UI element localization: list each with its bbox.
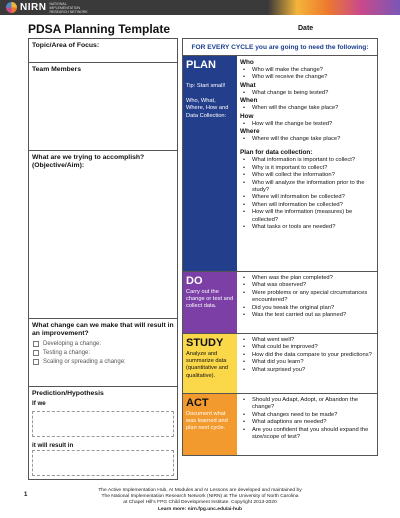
testing-checkbox[interactable] — [33, 350, 39, 356]
left-column — [28, 38, 178, 480]
plan-data-item: • Who will analyze the information prior to the study? — [243, 179, 365, 194]
plan-data-item: • Where will information be collected? — [243, 194, 345, 201]
date-label: Date — [298, 25, 314, 32]
page-number: 1 — [24, 492, 28, 498]
option-testing[interactable] — [29, 348, 177, 356]
act-item: • Are you confident that you should expand the size/scope of test? — [243, 426, 369, 441]
plan-what-item: • What change is being tested? — [243, 89, 329, 96]
act-desc: Document what was learned and plan next cycle. — [186, 411, 228, 432]
study-content — [240, 337, 374, 374]
plan-content — [240, 59, 374, 232]
plan-data-heading: Plan for data collection: — [240, 149, 313, 157]
act-phase — [183, 394, 377, 455]
scaling-label: Scaling or spreading a change: — [43, 359, 126, 365]
plan-data-item: • How will the information (measures) be collected? — [243, 209, 353, 223]
nirn-logo-text: NIRN — [20, 2, 47, 13]
plan-how-heading: How — [240, 112, 254, 120]
result-label: it will result in — [32, 442, 74, 449]
do-item: • When was the plan completed? — [243, 275, 333, 281]
footer-line: The National Implementation Research Network (NIRN) at The University of North Carolina — [101, 494, 299, 500]
do-item: • Were problems or any special circumstances encountered? — [243, 289, 368, 304]
plan-data-item: • When will information be collected? — [243, 201, 343, 208]
scaling-checkbox[interactable] — [33, 359, 39, 365]
study-item: • What surprised you? — [243, 366, 306, 373]
study-item: • What went well? — [243, 337, 295, 343]
team-members-label: Team Members — [32, 66, 81, 73]
footer-link[interactable]: Learn more: nirn.fpg.unc.edu/ai-hub — [158, 506, 242, 512]
study-stage — [183, 334, 237, 393]
do-title: DO — [186, 275, 203, 287]
nirn-logo — [6, 1, 89, 14]
do-desc: Carry out the change or test and collect data. — [186, 289, 234, 310]
right-column — [182, 38, 378, 456]
do-item: • Did you tweak the original plan? — [243, 304, 335, 311]
do-stage — [183, 272, 237, 333]
developing-label: Developing a change: — [43, 341, 102, 347]
plan-data-item: • What tasks or tools are needed? — [243, 224, 336, 231]
aim-section[interactable] — [29, 151, 177, 319]
result-input[interactable] — [32, 450, 174, 476]
plan-phase — [183, 56, 377, 272]
plan-where-item: • Where will the change take place? — [243, 136, 341, 143]
topic-section[interactable] — [29, 39, 177, 63]
if-we-label: If we — [32, 400, 46, 407]
plan-what-heading: What — [240, 81, 256, 89]
plan-who-item: • Who will make the change? — [243, 67, 323, 73]
act-title: ACT — [186, 397, 209, 409]
change-section — [29, 319, 177, 387]
top-bar-accent — [268, 0, 400, 15]
do-item: • What was observed? — [243, 282, 307, 289]
plan-who-heading: Who — [240, 59, 254, 66]
testing-label: Testing a change: — [43, 350, 91, 356]
option-scaling[interactable] — [29, 357, 177, 365]
do-phase — [183, 272, 377, 334]
plan-desc: Who, What, Where, How and Data Collection: — [186, 98, 229, 119]
study-phase — [183, 334, 377, 394]
act-content — [240, 397, 374, 441]
study-item: • How did the data compare to your predictions? — [243, 351, 372, 358]
cycle-header: FOR EVERY CYCLE you are going to need the following: — [183, 39, 377, 56]
act-item: • What changes need to be made? — [243, 411, 338, 418]
page-title: PDSA Planning Template — [28, 22, 171, 36]
plan-when-item: • When will the change take place? — [243, 105, 339, 112]
footer-line: at Chapel Hill's FPG Child Development Institute. Copyright 2013-2020 — [123, 500, 277, 506]
plan-tip: Tip: Start small! — [186, 83, 226, 89]
topic-label: Topic/Area of Focus: — [32, 42, 100, 49]
change-label: What change can we make that will result in an improvement? — [32, 322, 174, 337]
do-item: • Was the test carried out as planned? — [243, 312, 347, 319]
team-members-section[interactable] — [29, 63, 177, 151]
footer-line: The Active Implementation Hub, AI Modules and AI Lessons are developed and maintained by — [98, 488, 302, 493]
plan-how-item: • How will the change be tested? — [243, 120, 333, 127]
act-item: • What adaptions are needed? — [243, 419, 327, 426]
plan-data-item: • What information is important to collect? — [243, 157, 356, 164]
plan-stage — [183, 56, 237, 271]
plan-who-item: • Who will receive the change? — [243, 74, 328, 81]
developing-checkbox[interactable] — [33, 341, 39, 347]
if-we-input[interactable] — [32, 411, 174, 437]
plan-data-item: • Who will collect the information? — [243, 172, 335, 179]
nirn-logo-icon — [6, 2, 17, 13]
study-item: • What could be improved? — [243, 344, 318, 351]
prediction-label: Prediction/Hypothesis — [32, 390, 104, 397]
study-item: • What did you learn? — [243, 359, 304, 366]
act-stage — [183, 394, 237, 455]
do-content — [240, 275, 374, 319]
plan-data-item: • Why is it important to collect? — [243, 164, 328, 171]
option-developing[interactable] — [29, 339, 177, 347]
act-item: • Should you Adapt, Adopt, or Abandon the change? — [243, 397, 359, 411]
plan-where-heading: Where — [240, 128, 260, 136]
study-title: STUDY — [186, 337, 224, 349]
prediction-section — [29, 387, 177, 479]
plan-title: PLAN — [186, 59, 216, 71]
footer — [0, 488, 400, 513]
aim-label: What are we trying to accomplish? (Objective/Aim): — [32, 154, 145, 169]
plan-when-heading: When — [240, 97, 258, 105]
study-desc: Analyze and summarize data (quantitative and qualitative). — [186, 351, 229, 379]
nirn-logo-subtitle: NATIONAL IMPLEMENTATION RESEARCH NETWORK — [49, 1, 88, 14]
